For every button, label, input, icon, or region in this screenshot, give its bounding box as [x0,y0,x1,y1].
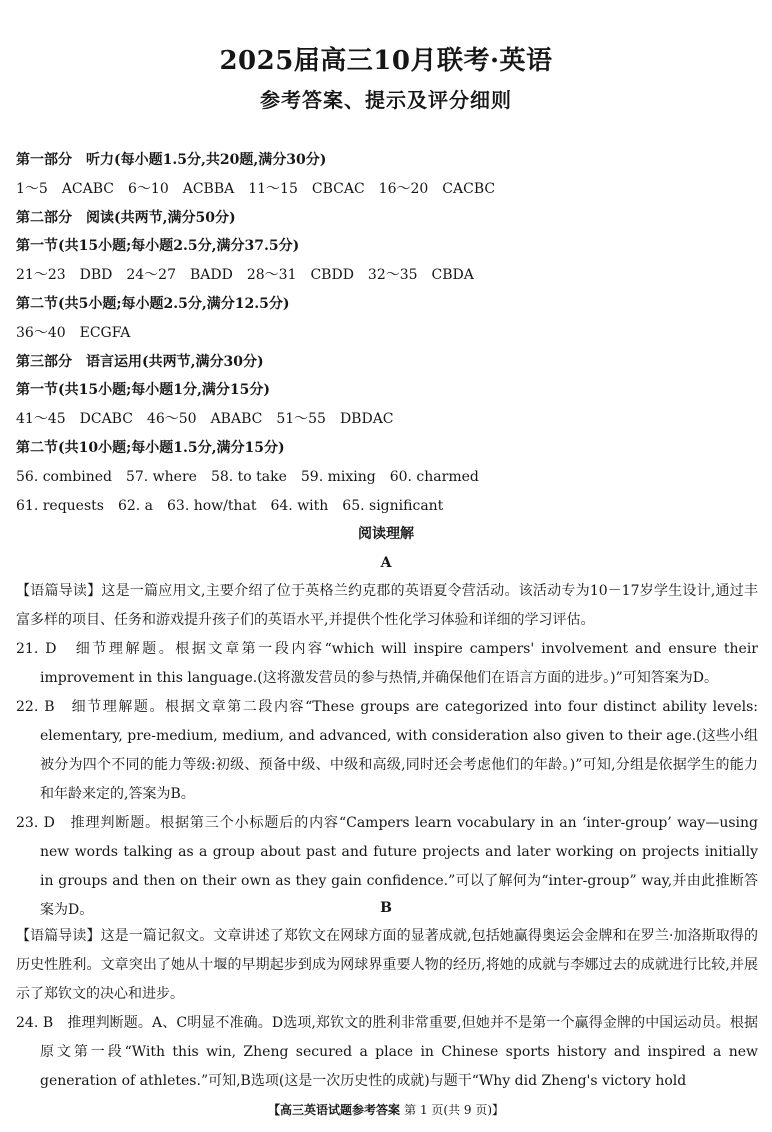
page-subtitle: 参考答案、提示及评分细则 [260,88,512,112]
part2-sec2-heading: 第二节(共5小题;每小题2.5分,满分12.5分) [16,296,290,312]
page-title: 2025届高三10月联考·英语 [219,46,553,76]
part3-sec1-heading: 第一节(共15小题;每小题1分,满分15分) [16,382,270,398]
question-23: 23. D 推理判断题。根据第三个小标题后的内容“Campers learn vocabulary in an ‘inter-group’ way—using new words talking as a group about past and future projects and later working on projects initially in groups and then on their own as they gain confidence.”可以了解何为“inter-group” way,并由此推断答案为D。 [16,815,758,918]
passage-b-intro: 【语篇导读】这是一篇记叙文。文章讲述了郑钦文在网球方面的显著成就,包括她赢得奥运会金牌和在罗兰·加洛斯取得的历史性胜利。文章突出了她从十堰的早期起步到成为网球界重要人物的经历,将她的成就与李娜过去的成就进行比较,并展示了郑钦文的决心和进步。 [16,928,758,1002]
footer-label: 【高三英语试题参考答案 [267,1103,400,1117]
part2-sec2-answers: 36～40 ECGFA [16,325,131,341]
footer-page-number: 第 1 页(共 9 页)】 [404,1103,505,1117]
part2-sec1-answers: 21～23 DBD 24～27 BADD 28～31 CBDD 32～35 CBDA [16,267,474,283]
passage-a-label: A [380,555,392,571]
part1-answers: 1～5 ACABC 6～10 ACBBA 11～15 CBCAC 16～20 CACBC [16,181,496,197]
question-24: 24. B 推理判断题。A、C明显不准确。D选项,郑钦文的胜利非常重要,但她并不是第一个赢得金牌的中国运动员。根据原文第一段“With this win, Zheng secured a place in Chinese sports history and inspired a new generation of athletes.”可知,B选项(这是一次历史性的成就)与题干“Why did Zheng's victory hold [16,1015,758,1089]
part3-sec2-line2: 61. requests 62. a 63. how/that 64. with 65. significant [16,498,444,514]
part3-sec2-line1: 56. combined 57. where 58. to take 59. mixing 60. charmed [16,469,479,485]
question-21: 21. D 细节理解题。根据文章第一段内容“which will inspire campers' involvement and ensure their improvement in this language.(这将激发营员的参与热情,并确保他们在语言方面的进步。)”可知答案为D。 [16,641,758,686]
part2-sec1-heading: 第一节(共15小题;每小题2.5分,满分37.5分) [16,238,300,254]
part2-heading: 第二部分 阅读(共两节,满分50分) [16,210,236,226]
part3-sec1-answers: 41～45 DCABC 46～50 ABABC 51～55 DBDAC [16,411,394,427]
passage-a-intro: 【语篇导读】这是一篇应用文,主要介绍了位于英格兰约克郡的英语夏令营活动。该活动专为10－17岁学生设计,通过丰富多样的项目、任务和游戏提升孩子们的英语水平,并提供个性化学习体验和详细的学习评估。 [16,583,758,628]
question-22: 22. B 细节理解题。根据文章第二段内容“These groups are categorized into four distinct ability levels: elementary, pre-medium, medium, and advanced, with consideration also given to their age.(这些小组被分为四个不同的能力等级:初级、预备中级、中级和高级,同时还会考虑他们的年龄。)”可知,分组是依据学生的能力和年龄来定的,答案为B。 [16,699,758,802]
page-footer [0,1101,772,1118]
part1-heading: 第一部分 听力(每小题1.5分,共20题,满分30分) [16,152,327,168]
passage-b-label: B [380,900,392,916]
part3-sec2-heading: 第二节(共10小题;每小题1.5分,满分15分) [16,440,285,456]
part3-heading: 第三部分 语言运用(共两节,满分30分) [16,354,264,370]
reading-section-title: 阅读理解 [358,526,414,542]
